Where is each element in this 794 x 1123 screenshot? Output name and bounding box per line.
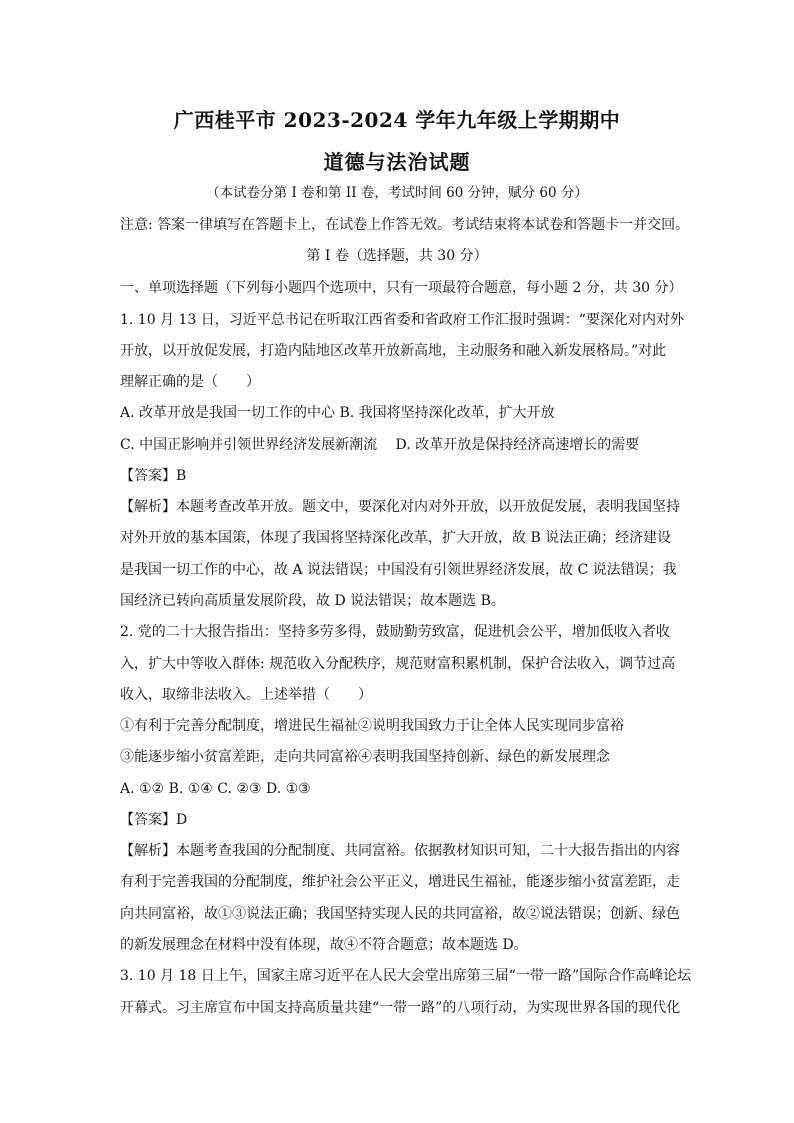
q3-stem-line: 开幕式。习主席宣布中国支持高质量共建“一带一路”的八项行动，为实现世界各国的现代化 <box>120 1000 681 1016</box>
q1-answer: 【答案】B <box>120 468 187 484</box>
q2-analysis-line: 有利于完善我国的分配制度，维护社会公平正义，增进民生福祉，能逐步缩小贫富差距，走 <box>120 874 680 890</box>
q1-stem-line: 理解正确的是（ ） <box>120 374 260 390</box>
exam-info: （本试卷分第 I 卷和第 II 卷，考试时间 60 分钟，赋分 60 分） <box>206 185 588 201</box>
q1-options-line: C. 中国正影响并引领世界经济发展新潮流 D. 改革开放是保持经济高速增长的需要 <box>120 437 640 453</box>
q2-stem-line: 入，扩大中等收入群体: 规范收入分配秩序，规范财富积累机制，保护合法收入，调节过高 <box>120 656 676 672</box>
q2-analysis-line: 【解析】本题考查我国的分配制度、共同富裕。依据教材知识可知，二十大报告指出的内容 <box>120 843 680 859</box>
q2-answer: 【答案】D <box>120 812 188 828</box>
exam-subject-title: 道德与法治试题 <box>323 150 471 174</box>
q1-stem-line: 1. 10 月 13 日，习近平总书记在听取江西省委和省政府工作汇报时强调：“要深化对内对外 <box>120 312 684 328</box>
q1-analysis-line: 对外开放的基本国策，体现了我国将坚持深化改革，扩大开放，故 B 说法正确；经济建设 <box>120 530 672 546</box>
q2-options-line: A. ①② B. ①④ C. ②③ D. ①③ <box>120 781 311 797</box>
q2-stem-line: 收入，取缔非法收入。上述举措（ ） <box>120 687 372 703</box>
q3-stem-line: 3. 10 月 18 日上午，国家主席习近平在人民大会堂出席第三届“一带一路”国际合作高峰论坛 <box>120 968 692 984</box>
exam-notice: 注意: 答案一律填写在答题卡上，在试卷上作答无效。考试结束将本试卷和答题卡一并交回。 <box>120 217 690 233</box>
q2-analysis-line: 的新发展理念在材料中没有体现，故④不符合题意；故本题选 D。 <box>120 937 528 953</box>
q1-analysis-line: 国经济已转向高质量发展阶段，故 D 说法错误；故本题选 B。 <box>120 593 505 609</box>
q1-options-line: A. 改革开放是我国一切工作的中心 B. 我国将坚持深化改革，扩大开放 <box>120 405 555 421</box>
q2-item-line: ③能逐步缩小贫富差距，走向共同富裕④表明我国坚持创新、绿色的新发展理念 <box>120 749 610 765</box>
part1-instruction: 一、单项选择题（下列每小题四个选项中，只有一项最符合题意，每小题 2 分，共 30 分） <box>120 280 683 296</box>
q2-stem-line: 2. 党的二十大报告指出：坚持多劳多得，鼓励勤劳致富，促进机会公平，增加低收入者收 <box>120 624 670 640</box>
q2-item-line: ①有利于完善分配制度，增进民生福祉②说明我国致力于让全体人民实现同步富裕 <box>120 718 624 734</box>
q1-stem-line: 开放，以开放促发展，打造内陆地区改革开放新高地，主动服务和融入新发展格局。”对此 <box>120 343 667 359</box>
q1-analysis-line: 【解析】本题考查改革开放。题文中，要深化对内对外开放，以开放促发展，表明我国坚持 <box>120 499 680 515</box>
section-heading: 第 I 卷（选择题，共 30 分） <box>306 248 488 264</box>
exam-title: 广西桂平市 2023-2024 学年九年级上学期期中 <box>173 108 621 132</box>
q1-analysis-line: 是我国一切工作的中心，故 A 说法错误；中国没有引领世界经济发展，故 C 说法错误；我 <box>120 562 677 578</box>
q2-analysis-line: 向共同富裕，故①③说法正确；我国坚持实现人民的共同富裕，故②说法错误；创新、绿色 <box>120 906 680 922</box>
